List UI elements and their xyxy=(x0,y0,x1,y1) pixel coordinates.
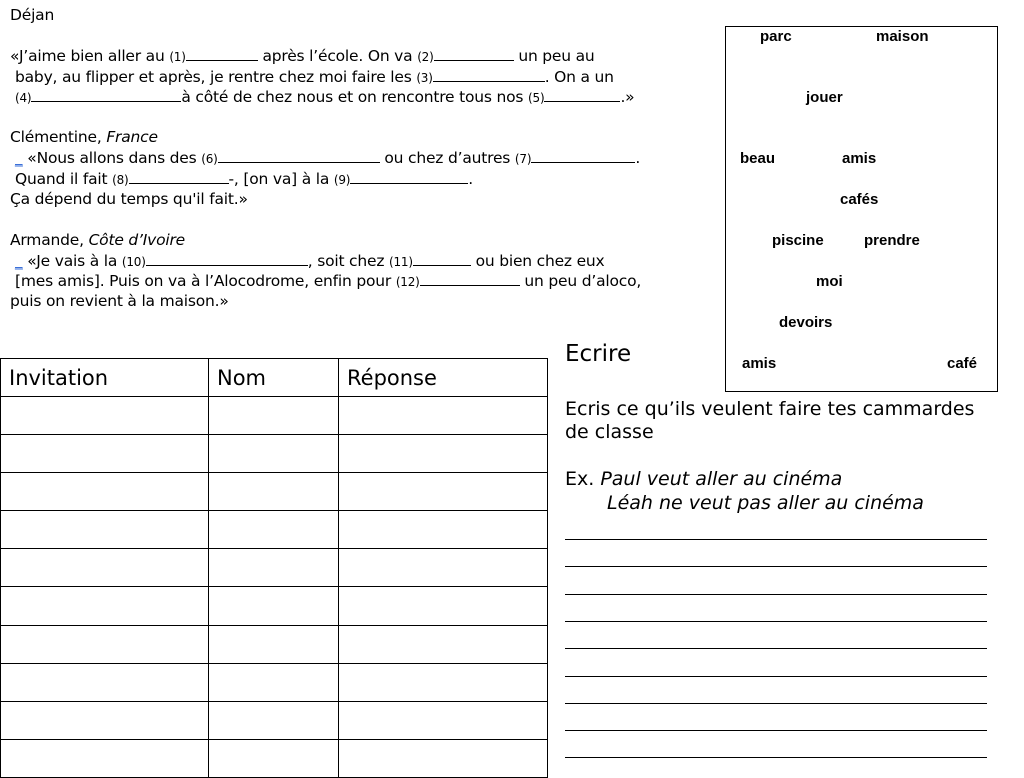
text: à côté de chez nous et on rencontre tous nos xyxy=(181,88,529,106)
blank-2[interactable] xyxy=(434,47,514,61)
table-cell[interactable] xyxy=(339,625,548,663)
blank-number: (5) xyxy=(528,91,545,105)
example-label: Ex. xyxy=(565,468,601,490)
writing-line[interactable] xyxy=(565,566,987,567)
word-cafes: cafés xyxy=(840,191,879,208)
text: après l’école. On va xyxy=(257,47,418,65)
word-piscine: piscine xyxy=(772,232,824,249)
table-cell[interactable] xyxy=(339,663,548,701)
blank-6[interactable] xyxy=(218,149,380,163)
text: . On a un xyxy=(544,68,614,86)
table-cell[interactable] xyxy=(209,511,339,549)
blank-number: (9) xyxy=(333,173,351,187)
table-cell[interactable] xyxy=(209,625,339,663)
example-text: Paul veut aller au cinéma xyxy=(600,468,843,490)
table-row xyxy=(1,549,548,587)
table-cell[interactable] xyxy=(1,663,209,701)
word-bank xyxy=(725,26,998,392)
table-cell[interactable] xyxy=(1,397,209,435)
word-devoirs: devoirs xyxy=(779,314,833,331)
dejan-line-2 xyxy=(15,68,614,86)
text: ou bien chez eux xyxy=(470,252,605,270)
blank-10[interactable] xyxy=(146,252,308,266)
word-beau: beau xyxy=(740,150,776,167)
table-row xyxy=(1,701,548,739)
blank-number: (11) xyxy=(389,255,413,269)
clementine-line-1 xyxy=(15,149,640,167)
table-cell[interactable] xyxy=(339,549,548,587)
writing-line[interactable] xyxy=(565,648,987,649)
table-row xyxy=(1,511,548,549)
blank-number: (7) xyxy=(514,152,532,166)
writing-title: Ecrire xyxy=(565,341,632,367)
blank-5[interactable] xyxy=(544,88,620,102)
blank-4[interactable] xyxy=(31,88,181,102)
blank-number: (4) xyxy=(15,91,32,105)
text: «Je vais à la xyxy=(27,252,122,270)
blank-number: (10) xyxy=(121,255,146,269)
text: . xyxy=(468,170,474,188)
table-cell[interactable] xyxy=(1,549,209,587)
blank-number: (2) xyxy=(417,50,434,64)
armande-line-2 xyxy=(15,272,641,290)
invitation-table xyxy=(0,358,548,778)
table-row xyxy=(1,397,548,435)
blank-3[interactable] xyxy=(433,68,545,82)
text: -, [on va] à la xyxy=(228,170,334,188)
table-cell[interactable] xyxy=(1,435,209,473)
link-mark: _ xyxy=(15,252,23,270)
table-cell[interactable] xyxy=(339,397,548,435)
blank-7[interactable] xyxy=(531,149,635,163)
text: Armande, xyxy=(10,231,89,249)
table-cell[interactable] xyxy=(339,701,548,739)
writing-line[interactable] xyxy=(565,676,987,677)
word-moi: moi xyxy=(816,273,843,290)
table-row xyxy=(1,473,548,511)
clementine-line-2 xyxy=(15,170,473,188)
word-parc: parc xyxy=(760,28,792,45)
example-1 xyxy=(565,468,842,490)
header-nom: Nom xyxy=(209,359,339,397)
writing-line[interactable] xyxy=(565,757,987,758)
text: baby, au flipper et après, je rentre chez moi faire les xyxy=(15,68,417,86)
table-cell[interactable] xyxy=(339,739,548,777)
text: «Nous allons dans des xyxy=(27,149,202,167)
table-cell[interactable] xyxy=(209,473,339,511)
text: ou chez d’autres xyxy=(379,149,515,167)
table-cell[interactable] xyxy=(339,435,548,473)
blank-1[interactable] xyxy=(186,47,258,61)
blank-9[interactable] xyxy=(350,170,468,184)
word-cafe: café xyxy=(947,355,978,372)
word-amis-2: amis xyxy=(742,355,777,372)
word-amis: amis xyxy=(842,150,877,167)
table-cell[interactable] xyxy=(209,739,339,777)
table-cell[interactable] xyxy=(209,663,339,701)
armande-name xyxy=(10,231,185,249)
text: Clémentine, xyxy=(10,128,107,146)
text: Quand il fait xyxy=(15,170,113,188)
armande-line-3: puis on revient à la maison.» xyxy=(10,292,229,310)
dejan-name: Déjan xyxy=(10,6,55,24)
table-cell[interactable] xyxy=(1,473,209,511)
writing-line[interactable] xyxy=(565,730,987,731)
dejan-line-1 xyxy=(10,47,595,65)
table-row xyxy=(1,625,548,663)
word-jouer: jouer xyxy=(806,89,843,106)
text: , soit chez xyxy=(307,252,390,270)
armande-line-1 xyxy=(15,252,605,270)
header-invitation: Invitation xyxy=(1,359,209,397)
table-cell[interactable] xyxy=(1,701,209,739)
blank-number: (1) xyxy=(169,50,186,64)
text: [mes amis]. Puis on va à l’Alocodrome, enfin pour xyxy=(15,272,396,290)
table-cell[interactable] xyxy=(1,625,209,663)
link-mark: _ xyxy=(15,149,23,167)
writing-instruction-1: Ecris ce qu’ils veulent faire tes cammardes xyxy=(565,398,975,420)
writing-line[interactable] xyxy=(565,621,987,622)
dejan-line-3 xyxy=(15,88,634,106)
text: . xyxy=(635,149,641,167)
writing-instruction-2: de classe xyxy=(565,421,654,443)
blank-12[interactable] xyxy=(420,272,520,286)
table-cell[interactable] xyxy=(1,587,209,625)
table-cell[interactable] xyxy=(339,587,548,625)
table-body xyxy=(1,397,548,778)
writing-line[interactable] xyxy=(565,539,987,540)
text: .» xyxy=(620,88,635,106)
table-row xyxy=(1,663,548,701)
country: Côte d’Ivoire xyxy=(88,231,186,249)
table-cell[interactable] xyxy=(209,435,339,473)
table-cell[interactable] xyxy=(209,397,339,435)
text: «J’aime bien aller au xyxy=(10,47,170,65)
clementine-name xyxy=(10,128,158,146)
table-header-row xyxy=(1,359,548,397)
blank-11[interactable] xyxy=(413,252,471,266)
table-cell[interactable] xyxy=(209,701,339,739)
table-cell[interactable] xyxy=(1,739,209,777)
table-cell[interactable] xyxy=(209,587,339,625)
country: France xyxy=(106,128,158,146)
table-cell[interactable] xyxy=(209,549,339,587)
table-row xyxy=(1,587,548,625)
table-row xyxy=(1,435,548,473)
table-cell[interactable] xyxy=(339,511,548,549)
clementine-line-3: Ça dépend du temps qu'il fait.» xyxy=(10,190,248,208)
writing-line[interactable] xyxy=(565,594,987,595)
header-reponse: Réponse xyxy=(339,359,548,397)
word-maison: maison xyxy=(876,28,929,45)
blank-number: (12) xyxy=(395,275,420,289)
text: un peu au xyxy=(513,47,595,65)
example-2: Léah ne veut pas aller au cinéma xyxy=(607,492,924,514)
word-prendre: prendre xyxy=(864,232,920,249)
blank-8[interactable] xyxy=(129,170,229,184)
table-cell[interactable] xyxy=(339,473,548,511)
blank-number: (8) xyxy=(112,173,129,187)
text: un peu d’aloco, xyxy=(519,272,642,290)
blank-number: (6) xyxy=(201,152,218,166)
table-cell[interactable] xyxy=(1,511,209,549)
writing-line[interactable] xyxy=(565,703,987,704)
blank-number: (3) xyxy=(416,71,433,85)
table-row xyxy=(1,739,548,777)
